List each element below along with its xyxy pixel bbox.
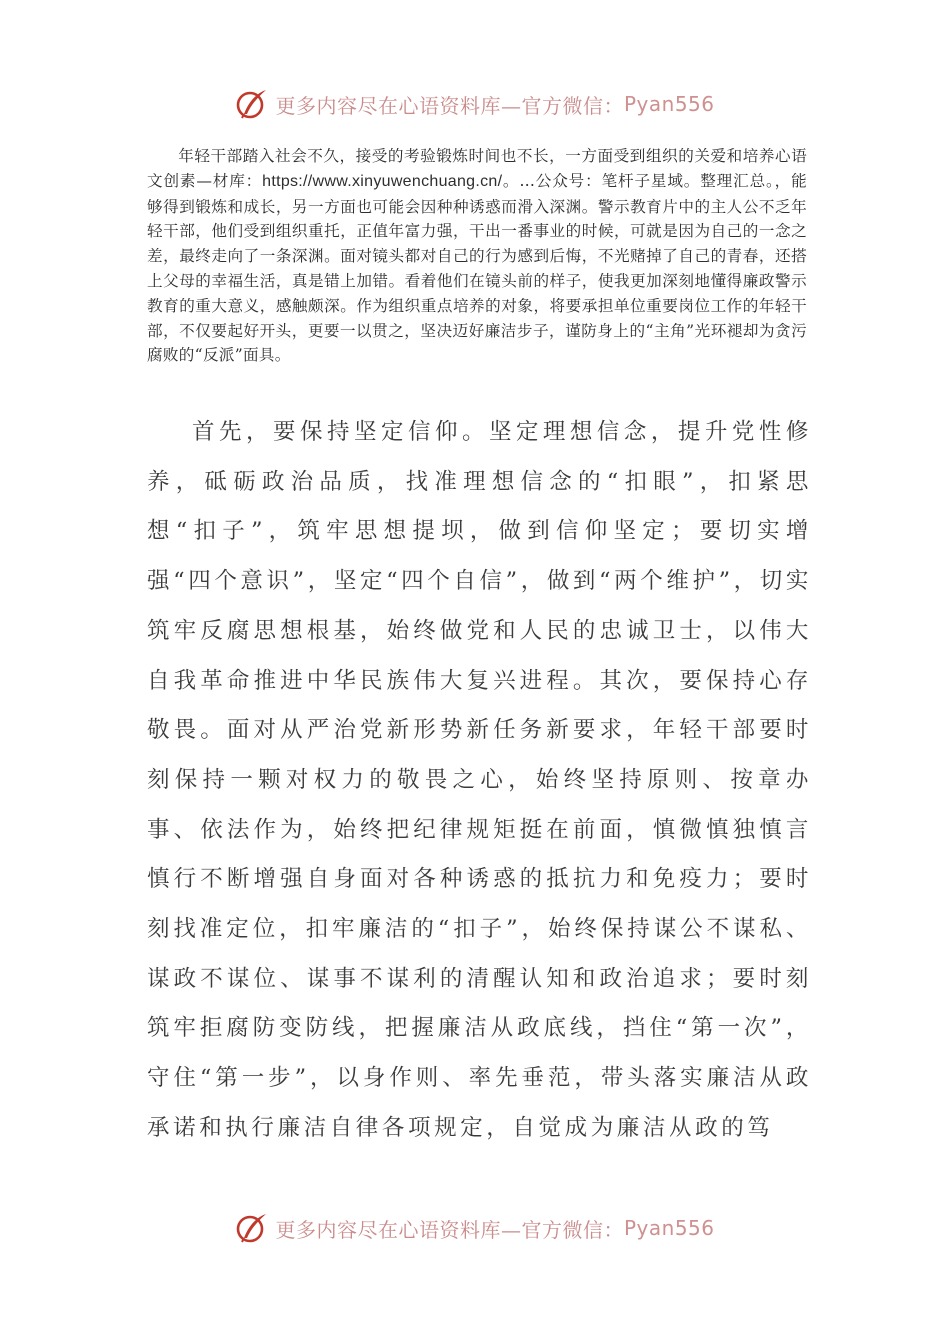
banner-text: 更多内容尽在心语资料库—官方微信： [275, 1217, 624, 1242]
footer-banner [0, 1208, 950, 1248]
quill-logo-icon [235, 1211, 269, 1245]
header-banner [0, 84, 950, 124]
intro-paragraph [147, 144, 807, 368]
quill-logo-icon [235, 87, 269, 121]
intro-text-part2: 。…公众号：笔杆子星域。整理汇总。，能够得到锻炼和成长，另一方面也可能会因种种诱惑而滑入深渊。警示教育片中的主人公不乏年轻干部，他们受到组织重托，正值年富力强，干出一番事业的时候，可就是因为自己的一念之差，最终走向了一条深渊。面对镜头都对自己的行为感到后悔，不光赌掉了自己的青春，还搭上父母的幸福生活，真是错上加错。看着他们在镜头前的样子，使我更加深刻地懂得廉政警示教育的重大意义，感触颇深。作为组织重点培养的对象，将要承担单位重要岗位工作的年轻干部，不仅要起好开头，更要一以贯之，坚决迈好廉洁步子，谨防身上的“主角”光环褪却为贪污腐败的“反派”面具。 [147, 171, 807, 365]
main-paragraph: 首先，要保持坚定信仰。坚定理想信念，提升党性修养，砥砺政治品质，找准理想信念的“扣眼”，扣紧思想“扣子”，筑牢思想提坝，做到信仰坚定；要切实增强“四个意识”，坚定“四个自信”，做到“两个维护”，切实筑牢反腐思想根基，始终做党和人民的忠诚卫士，以伟大自我革命推进中华民族伟大复兴进程。其次，要保持心存敬畏。面对从严治党新形势新任务新要求，年轻干部要时刻保持一颗对权力的敬畏之心，始终坚持原则、按章办事、依法作为，始终把纪律规矩挺在前面，慎微慎独慎言慎行不断增强自身面对各种诱惑的抵抗力和免疫力；要时刻找准定位，扣牢廉洁的“扣子”，始终保持谋公不谋私、谋政不谋位、谋事不谋利的清醒认知和政治追求；要时刻筑牢拒腐防变防线，把握廉洁从政底线，挡住“第一次”，守住“第一步”，以身作则、率先垂范，带头落实廉洁从政承诺和执行廉洁自律各项规定，自觉成为廉洁从政的笃 [147, 419, 812, 1141]
banner-wechat-id: Pyan556 [623, 92, 715, 116]
banner-text: 更多内容尽在心语资料库—官方微信： [275, 93, 624, 118]
intro-url: https://www.xinyuwenchuang.cn/ [262, 172, 503, 190]
intro-text-part1: 年轻干部踏入社会不久，接受的考验锻炼时间也不长，一方面受到组织的关爱和培养心语文创素—材库： [147, 147, 807, 190]
banner-wechat-id: Pyan556 [623, 1216, 715, 1240]
